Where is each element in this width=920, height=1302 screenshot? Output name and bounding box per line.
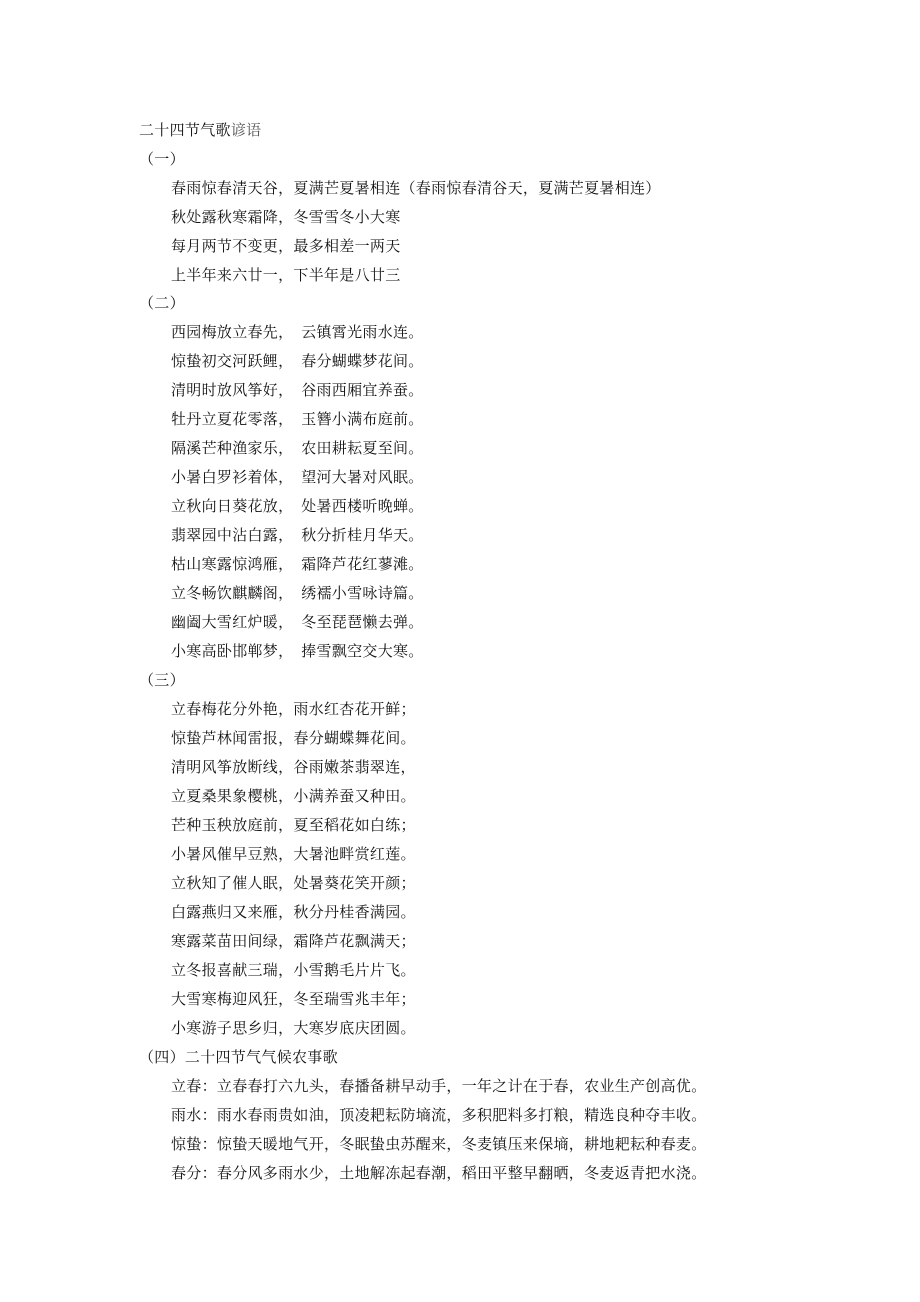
verse-line: 芒种玉秧放庭前，夏至稻花如白练； [171,816,416,834]
verse-line: 大雪寒梅迎风狂，冬至瑞雪兆丰年； [171,990,416,1008]
verse-line: 寒露菜苗田间绿，霜降芦花飘满天； [171,932,416,950]
section-heading-2: （二） [139,294,185,312]
verse-line: 牡丹立夏花零落， 玉簪小满布庭前。 [171,410,424,428]
farming-song-line: 雨水：雨水春雨贵如油，顶凌耙耘防墒流，多积肥料多打粮，精选良种夺丰收。 [171,1106,707,1124]
verse-line: 立冬畅饮麒麟阁， 绣襦小雪咏诗篇。 [171,584,424,602]
document-title [139,120,261,140]
section-heading-1: （一） [139,150,185,168]
verse-line: 立秋知了催人眠，处暑葵花笑开颜； [171,874,416,892]
verse-line: 惊蛰芦林闻雷报，春分蝴蝶舞花间。 [171,729,416,747]
section-heading-3: （三） [139,671,185,689]
verse-line: 清明风筝放断线，谷雨嫩茶翡翠连， [171,758,416,776]
verse-line: 枯山寒露惊鸿雁， 霜降芦花红蓼滩。 [171,555,424,573]
verse-line: 小寒高卧邯郸梦， 捧雪飘空交大寒。 [171,642,424,660]
verse-line: 清明时放风筝好， 谷雨西厢宜养蚕。 [171,381,424,399]
verse-line: 立秋向日葵花放， 处暑西楼听晚蝉。 [171,497,424,515]
farming-song-line: 立春：立春春打六九头，春播备耕早动手，一年之计在于春，农业生产创高优。 [171,1077,707,1095]
verse-line: 白露燕归又来雁，秋分丹桂香满园。 [171,903,416,921]
verse-line: 立夏桑果象樱桃，小满养蚕又种田。 [171,787,416,805]
verse-line: 上半年来六廿一，下半年是八廿三 [171,266,401,284]
verse-line: 立春梅花分外艳，雨水红杏花开鲜； [171,700,416,718]
verse-line: 小暑风催早豆熟，大暑池畔赏红莲。 [171,845,416,863]
verse-line: 西园梅放立春先， 云镇霄光雨水连。 [171,323,424,341]
verse-line: 惊蛰初交河跃鲤， 春分蝴蝶梦花间。 [171,352,424,370]
verse-line: 翡翠园中沾白露， 秋分折桂月华天。 [171,526,424,544]
verse-line: 立冬报喜献三瑞，小雪鹅毛片片飞。 [171,961,416,979]
title-tail: 谚语 [230,121,262,139]
section-heading-4: （四）二十四节气气候农事歌 [139,1048,338,1066]
verse-line: 秋处露秋寒霜降，冬雪雪冬小大寒 [171,208,401,226]
farming-song-line: 惊蛰：惊蛰天暖地气开，冬眠蛰虫苏醒来，冬麦镇压来保墒，耕地耙耘种春麦。 [171,1135,707,1153]
title-main: 二十四节气歌 [139,121,231,139]
verse-line: 每月两节不变更，最多相差一两天 [171,237,401,255]
verse-line: 春雨惊春清天谷，夏满芒夏暑相连（春雨惊春清谷天，夏满芒夏暑相连） [171,179,661,197]
verse-line: 隔溪芒种渔家乐， 农田耕耘夏至间。 [171,439,424,457]
verse-line: 幽阖大雪红炉暖， 冬至琵琶懒去弹。 [171,613,424,631]
verse-line: 小暑白罗衫着体， 望河大暑对风眠。 [171,468,424,486]
farming-song-line: 春分：春分风多雨水少，土地解冻起春潮，稻田平整早翻晒，冬麦返青把水浇。 [171,1164,707,1182]
verse-line: 小寒游子思乡归，大寒岁底庆团圆。 [171,1019,416,1037]
